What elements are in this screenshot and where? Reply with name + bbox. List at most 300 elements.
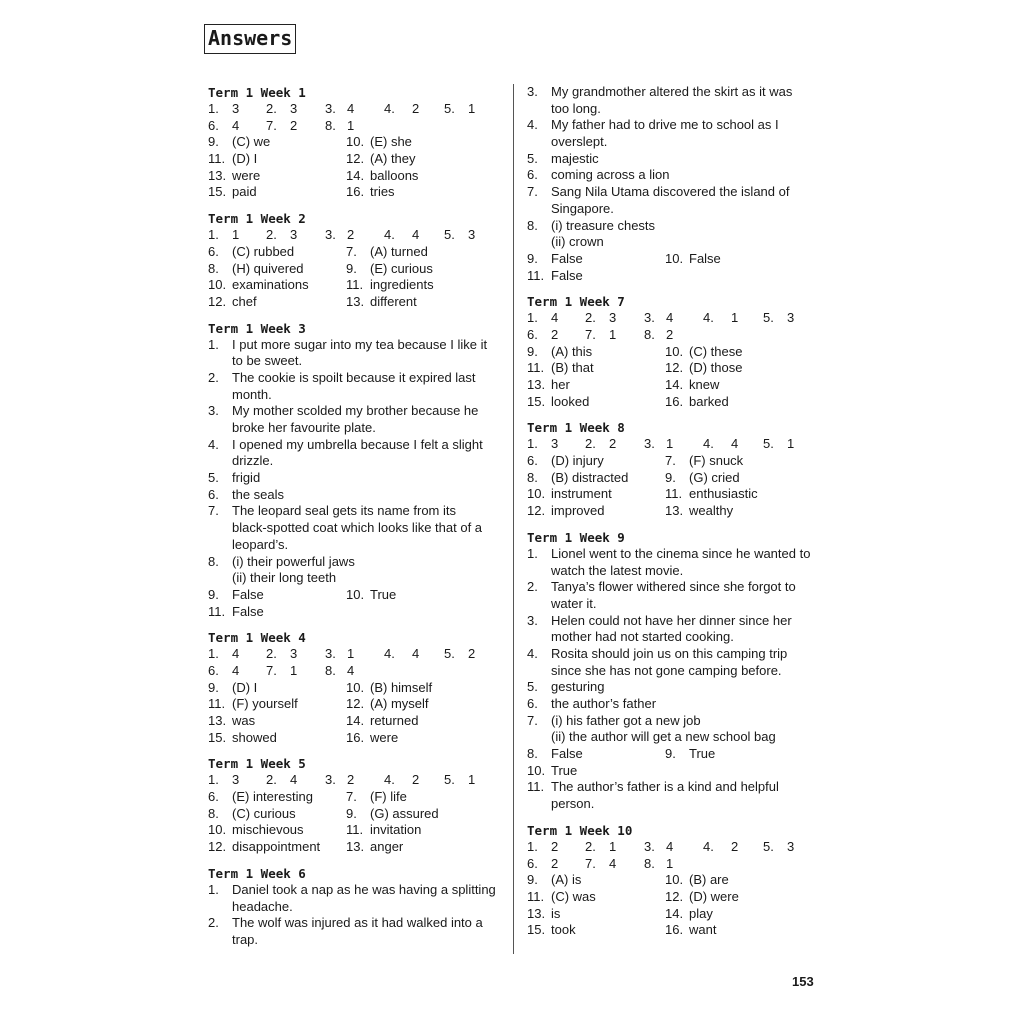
answer-text: want (689, 922, 717, 938)
answer-text: 2 (666, 326, 674, 342)
section-heading: Term 1 Week 4 (208, 630, 306, 646)
question-number: 3. (325, 646, 336, 662)
answers-column-left (208, 84, 498, 949)
answer-continuation: to be sweet. (232, 353, 303, 369)
question-number: 11. (346, 822, 364, 838)
answer-line (208, 453, 498, 470)
answer-text: 2 (347, 227, 355, 243)
answer-text: 2 (290, 117, 298, 133)
section-gap (527, 410, 819, 419)
question-number: 4. (384, 227, 395, 243)
answer-line (527, 579, 819, 596)
answer-text: Rosita should join us on this camping trip (551, 645, 788, 661)
section-gap (208, 620, 498, 629)
question-number: 10. (665, 250, 684, 266)
section-heading: Term 1 Week 6 (208, 865, 306, 881)
answer-line (208, 470, 498, 487)
question-number: 16. (665, 393, 684, 409)
answer-line (208, 822, 498, 839)
question-number: 5. (763, 310, 774, 326)
answer-text: Tanya’s flower withered since she forgot to (551, 579, 796, 595)
section-gap (527, 813, 819, 822)
answer-text: 4 (412, 227, 420, 243)
question-number: 3. (644, 310, 655, 326)
answer-line (527, 779, 819, 796)
answer-text: 4 (666, 310, 674, 326)
answer-text: My grandmother altered the skirt as it was (551, 84, 793, 99)
answer-text: paid (232, 184, 257, 200)
answer-text: 4 (412, 646, 420, 662)
answer-text: 1 (347, 117, 355, 133)
answer-text: the seals (232, 486, 285, 502)
question-number: 3. (208, 403, 219, 419)
question-number: 13. (346, 293, 365, 309)
answer-line (208, 839, 498, 856)
question-number: 1. (208, 772, 219, 788)
answer-text: her (551, 377, 570, 392)
answer-line (527, 563, 819, 580)
question-number: 5. (527, 679, 538, 695)
question-number: 6. (527, 167, 538, 183)
question-number: 1. (527, 310, 538, 326)
question-number: 9. (208, 586, 219, 602)
answer-text: (A) is (551, 872, 582, 888)
answer-line (527, 218, 819, 235)
answer-text: 4 (290, 772, 298, 788)
answer-line (208, 244, 498, 261)
question-number: 1. (208, 881, 219, 897)
answer-text: 2 (347, 772, 355, 788)
section-heading: Term 1 Week 2 (208, 211, 306, 227)
answer-text: 2 (412, 772, 420, 788)
answer-text: 3 (787, 310, 795, 326)
answer-text: improved (551, 503, 605, 519)
question-number: 6. (527, 855, 538, 871)
question-number: 7. (665, 453, 676, 469)
answer-text: (C) these (689, 343, 743, 359)
answer-text: 1 (347, 646, 355, 662)
section-gap (208, 311, 498, 320)
answer-line (527, 796, 819, 813)
question-number: 12. (346, 696, 365, 712)
answer-continuation: headache. (232, 898, 293, 914)
question-number: 1. (208, 227, 219, 243)
answer-text: (B) distracted (551, 469, 629, 485)
answer-text: enthusiastic (689, 486, 758, 502)
answer-text: (C) we (232, 134, 271, 150)
answer-line (208, 294, 498, 311)
question-number: 8. (644, 855, 655, 871)
question-number: 1. (527, 838, 538, 854)
answer-text: anger (370, 839, 404, 855)
answer-line (208, 537, 498, 554)
answer-text: 4 (347, 662, 355, 678)
answer-text: majestic (551, 150, 599, 166)
question-number: 13. (346, 839, 365, 855)
question-number: 4. (384, 101, 395, 116)
question-number: 4. (384, 646, 395, 662)
answer-text: False (689, 250, 721, 266)
question-number: 10. (208, 822, 227, 838)
answer-line (527, 377, 819, 394)
question-number: 4. (703, 310, 714, 326)
question-number: 11. (527, 779, 545, 795)
question-number: 15. (527, 393, 546, 409)
answer-text: False (551, 267, 583, 283)
answer-text: (i) treasure chests (551, 217, 656, 233)
answer-line (527, 167, 819, 184)
question-number: 9. (346, 260, 357, 276)
question-number: 11. (208, 696, 226, 712)
answer-continuation: overslept. (551, 134, 608, 150)
question-number: 11. (527, 888, 545, 904)
question-number: 3. (644, 436, 655, 452)
answer-continuation: mother had not started cooking. (551, 629, 734, 645)
answer-line (208, 277, 498, 294)
answer-text: balloons (370, 167, 419, 183)
question-number: 2. (585, 310, 596, 326)
answer-text: barked (689, 393, 729, 409)
question-number: 6. (208, 789, 219, 805)
answer-line (527, 134, 819, 151)
answer-text: 1 (609, 838, 617, 854)
answer-text: 2 (551, 838, 559, 854)
question-number: 15. (208, 729, 227, 745)
answer-line (208, 261, 498, 278)
answer-text: False (232, 586, 264, 602)
answer-continuation: black-spotted coat which looks like that of a (232, 520, 483, 536)
question-number: 12. (346, 151, 365, 167)
question-number: 12. (208, 293, 227, 309)
question-number: 6. (208, 486, 219, 502)
answer-line (208, 101, 498, 118)
answer-line (527, 453, 819, 470)
answer-text: 1 (787, 436, 795, 452)
answer-text: (D) I (232, 151, 258, 167)
answer-text: The wolf was injured as it had walked into a (232, 915, 483, 931)
answer-text: (B) that (551, 360, 594, 376)
answer-line (208, 713, 498, 730)
answer-text: Sang Nila Utama discovered the island of (551, 184, 790, 200)
answer-line (208, 387, 498, 404)
answer-line (208, 663, 498, 680)
answer-text: invitation (370, 822, 422, 838)
answer-line (527, 360, 819, 377)
answer-continuation: (ii) crown (551, 234, 604, 250)
question-number: 9. (527, 872, 538, 888)
answer-text: examinations (232, 277, 309, 293)
answer-text: True (689, 746, 716, 762)
answer-line (208, 730, 498, 747)
answer-text: coming across a lion (551, 167, 670, 183)
answer-line (527, 922, 819, 939)
question-number: 3. (527, 612, 538, 628)
answer-text: showed (232, 729, 277, 745)
answer-line (208, 370, 498, 387)
answer-line (208, 915, 498, 932)
answer-line (527, 327, 819, 344)
answer-continuation: broke her favourite plate. (232, 420, 376, 435)
answer-line (208, 184, 498, 201)
question-number: 11. (665, 486, 683, 502)
answer-text: (C) curious (232, 805, 296, 821)
answer-text: (A) they (370, 151, 416, 167)
question-number: 13. (208, 167, 227, 183)
answer-text: (G) cried (689, 469, 740, 485)
section-heading: Term 1 Week 1 (208, 85, 306, 100)
answer-line (208, 134, 498, 151)
question-number: 10. (527, 762, 546, 778)
answer-text: 1 (290, 662, 298, 678)
answer-text: were (370, 729, 399, 745)
question-number: 5. (444, 227, 455, 243)
question-number: 1. (208, 101, 219, 116)
answer-line (527, 201, 819, 218)
answer-line (208, 680, 498, 697)
question-number: 2. (527, 579, 538, 595)
question-number: 14. (665, 377, 684, 392)
question-number: 6. (527, 453, 538, 469)
answer-text: 4 (666, 838, 674, 854)
question-number: 2. (266, 646, 277, 662)
question-number: 10. (346, 679, 365, 695)
answer-continuation: drizzle. (232, 453, 274, 469)
question-number: 4. (208, 436, 219, 452)
answer-continuation: month. (232, 386, 272, 402)
answer-text: 3 (290, 227, 298, 243)
answer-text: The cookie is spoilt because it expired last (232, 369, 476, 385)
answer-line (208, 437, 498, 454)
question-number: 14. (346, 167, 365, 183)
answer-text: (i) their powerful jaws (232, 553, 355, 569)
answer-text: instrument (551, 486, 612, 502)
answer-text: the author’s father (551, 696, 657, 711)
answer-text: chef (232, 293, 257, 309)
answer-line (527, 856, 819, 873)
page-title: Answers (204, 24, 296, 54)
section-gap (208, 201, 498, 210)
question-number: 8. (527, 469, 538, 485)
question-number: 2. (266, 101, 277, 116)
answer-continuation: leopard’s. (232, 536, 289, 552)
answer-continuation: too long. (551, 100, 601, 116)
section-heading: Term 1 Week 5 (208, 756, 306, 772)
question-number: 7. (585, 855, 596, 871)
answer-text: were (232, 167, 261, 183)
answer-line (527, 310, 819, 327)
question-number: 11. (208, 603, 226, 619)
answer-continuation: Singapore. (551, 200, 614, 216)
question-number: 9. (665, 746, 676, 762)
answer-line (527, 268, 819, 285)
answer-line (208, 337, 498, 354)
answer-text: (F) life (370, 789, 407, 805)
question-number: 6. (208, 243, 219, 259)
question-number: 8. (644, 326, 655, 342)
answer-line (208, 899, 498, 916)
answer-text: (D) I (232, 679, 258, 695)
answer-text: (G) assured (370, 805, 439, 821)
answer-text: (A) turned (370, 243, 428, 259)
question-number: 3. (527, 84, 538, 99)
question-number: 8. (325, 662, 336, 678)
answer-line (208, 789, 498, 806)
question-number: 2. (266, 227, 277, 243)
answer-line (527, 663, 819, 680)
answer-continuation: (ii) the author will get a new school bag (551, 729, 776, 745)
question-number: 8. (208, 553, 219, 569)
answer-text: (B) himself (370, 679, 433, 695)
answer-text: False (551, 250, 583, 266)
question-number: 6. (208, 117, 219, 133)
answer-text: 1 (666, 436, 674, 452)
question-number: 4. (527, 645, 538, 661)
question-number: 1. (527, 545, 538, 561)
answer-text: 4 (731, 436, 739, 452)
answer-line (208, 168, 498, 185)
answer-line (208, 772, 498, 789)
answer-text: I put more sugar into my tea because I like it (232, 336, 488, 352)
question-number: 7. (266, 662, 277, 678)
question-number: 10. (527, 486, 546, 502)
answer-text: I opened my umbrella because I felt a slight (232, 436, 483, 452)
question-number: 12. (527, 503, 546, 519)
answer-text: (F) yourself (232, 696, 298, 712)
question-number: 8. (527, 217, 538, 233)
answer-text: (F) snuck (689, 453, 744, 469)
answer-line (527, 906, 819, 923)
answer-text: (E) she (370, 134, 412, 150)
answer-text: gesturing (551, 679, 605, 695)
answer-text: False (232, 603, 264, 619)
question-number: 5. (763, 838, 774, 854)
answer-line (527, 394, 819, 411)
question-number: 7. (585, 326, 596, 342)
question-number: 10. (346, 586, 365, 602)
question-number: 16. (346, 729, 365, 745)
answer-line (527, 713, 819, 730)
question-number: 10. (665, 343, 684, 359)
answer-text: 2 (412, 101, 420, 116)
answer-text: 3 (468, 227, 476, 243)
question-number: 10. (208, 277, 227, 293)
answer-text: looked (551, 393, 590, 409)
answer-text: My mother scolded my brother because he (232, 403, 479, 419)
answer-line (208, 520, 498, 537)
answer-continuation: person. (551, 796, 595, 812)
question-number: 12. (665, 888, 684, 904)
answer-text: My father had to drive me to school as I (551, 117, 779, 133)
answer-line (527, 436, 819, 453)
answer-line (208, 420, 498, 437)
answer-text: (D) injury (551, 453, 604, 469)
answer-line (208, 554, 498, 571)
answer-line (208, 604, 498, 621)
question-number: 3. (644, 838, 655, 854)
question-number: 5. (444, 646, 455, 662)
answer-text: mischievous (232, 822, 304, 838)
question-number: 11. (527, 360, 545, 376)
question-number: 4. (703, 838, 714, 854)
section-gap (208, 746, 498, 755)
answer-text: (E) interesting (232, 789, 313, 805)
answer-line (527, 613, 819, 630)
question-number: 7. (208, 503, 219, 519)
question-number: 4. (527, 117, 538, 133)
answer-line (527, 646, 819, 663)
answer-text: 1 (609, 326, 617, 342)
answer-line (527, 729, 819, 746)
answer-text: different (370, 293, 417, 309)
answer-text: (D) were (689, 888, 739, 904)
question-number: 13. (208, 713, 227, 728)
answer-line (527, 251, 819, 268)
question-number: 12. (208, 839, 227, 855)
question-number: 8. (208, 260, 219, 276)
answer-continuation: since she has not gone camping before. (551, 662, 782, 678)
page-number: 153 (792, 974, 814, 989)
question-number: 1. (208, 336, 219, 352)
answer-text: 4 (347, 101, 355, 116)
answer-text: 3 (290, 101, 298, 116)
answer-continuation: watch the latest movie. (551, 562, 684, 578)
answer-continuation: water it. (551, 595, 597, 611)
answer-line (527, 763, 819, 780)
question-number: 2. (208, 915, 219, 931)
answer-text: (B) are (689, 872, 729, 888)
question-number: 16. (346, 184, 365, 200)
question-number: 5. (763, 436, 774, 452)
answer-line (527, 344, 819, 361)
question-number: 9. (665, 469, 676, 485)
answer-text: 3 (290, 646, 298, 662)
answer-text: Lionel went to the cinema since he wanted to (551, 545, 811, 561)
question-number: 9. (527, 250, 538, 266)
answer-line (208, 151, 498, 168)
answer-text: 4 (609, 855, 617, 871)
answer-line (527, 596, 819, 613)
question-number: 9. (527, 343, 538, 359)
question-number: 9. (346, 805, 357, 821)
answer-line (527, 234, 819, 251)
answer-line (527, 84, 819, 101)
answer-line (208, 587, 498, 604)
answer-text: 1 (468, 772, 476, 788)
answer-text: was (232, 713, 256, 728)
section-heading: Term 1 Week 10 (527, 822, 633, 838)
question-number: 9. (208, 679, 219, 695)
answer-text: took (551, 922, 576, 938)
question-number: 11. (208, 151, 226, 167)
answer-line (527, 546, 819, 563)
question-number: 7. (527, 712, 538, 728)
question-number: 15. (208, 184, 227, 200)
answer-text: (i) his father got a new job (551, 712, 701, 728)
question-number: 2. (585, 436, 596, 452)
answer-line (208, 487, 498, 504)
answer-text: 3 (551, 436, 559, 452)
question-number: 13. (527, 377, 546, 392)
question-number: 8. (527, 746, 538, 762)
answer-continuation: (ii) their long teeth (232, 570, 337, 586)
question-number: 12. (665, 360, 684, 376)
answer-line (208, 932, 498, 949)
answer-line (527, 872, 819, 889)
section-heading: Term 1 Week 9 (527, 529, 625, 545)
question-number: 11. (346, 277, 364, 293)
question-number: 16. (665, 922, 684, 938)
answer-line (208, 118, 498, 135)
